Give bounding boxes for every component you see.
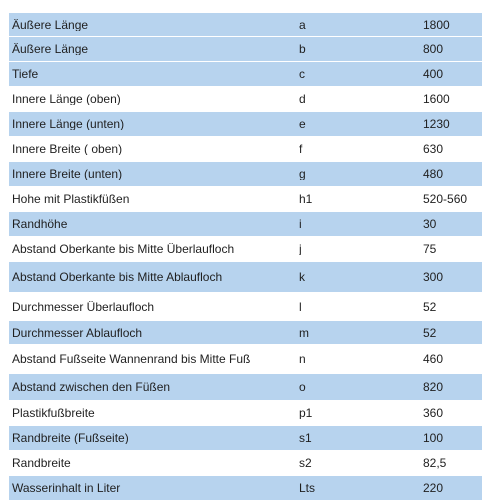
table-row [9,262,482,293]
row-name: Tiefe [12,68,39,80]
row-value: 800 [423,43,444,55]
row-value: 460 [423,353,444,365]
row-name: Hohe mit Plastikfüßen [12,193,130,205]
row-name: Abstand Fußseite Wannenrand bis Mitte Fuß [12,353,251,365]
row-value: 1800 [423,18,450,31]
row-symbol: a [299,18,306,31]
row-symbol: b [299,43,306,55]
row-name: Durchmesser Ablaufloch [12,326,143,339]
table-row [9,374,482,401]
table-row [9,345,482,374]
row-value: 82,5 [423,457,447,469]
row-symbol: i [299,218,302,230]
row-name: Randhöhe [12,218,68,230]
table-row [9,476,482,501]
row-symbol: g [299,168,306,180]
row-symbol: m [299,326,309,339]
row-symbol: p1 [299,407,313,419]
row-symbol: s1 [299,432,312,444]
table-row [9,62,482,87]
table-row [9,426,482,451]
row-symbol: k [299,271,305,283]
row-name: Durchmesser Überlaufloch [12,300,155,313]
table-row [9,87,482,112]
row-value: 520-560 [423,193,468,205]
row-symbol: Lts [299,482,316,494]
row-value: 480 [423,168,444,180]
row-name: Innere Breite ( oben) [12,143,123,155]
row-name: Innere Länge (oben) [12,93,121,105]
table-row [9,37,482,62]
row-name: Innere Breite (unten) [12,168,123,180]
row-symbol: n [299,353,306,365]
row-name: Randbreite [12,457,71,469]
row-name: Wasserinhalt in Liter [12,482,121,494]
row-name: Abstand Oberkante bis Mitte Überlaufloch [12,243,235,255]
row-symbol: l [299,300,302,313]
dimensions-table [9,13,482,501]
row-value: 220 [423,482,444,494]
table-row [9,451,482,476]
row-value: 100 [423,432,444,444]
row-name: Innere Länge (unten) [12,118,125,130]
row-value: 52 [423,300,437,313]
row-value: 300 [423,271,444,283]
table-row [9,13,482,37]
table-row [9,237,482,262]
row-value: 30 [423,218,437,230]
row-name: Plastikfußbreite [12,407,95,419]
row-name: Abstand zwischen den Füßen [12,381,171,393]
row-value: 1230 [423,118,450,130]
row-name: Abstand Oberkante bis Mitte Ablaufloch [12,271,223,283]
table-row [9,137,482,162]
row-value: 75 [423,243,437,255]
row-symbol: o [299,381,306,393]
row-value: 1600 [423,93,450,105]
row-symbol: d [299,93,306,105]
row-name: Äußere Länge [12,18,89,31]
row-symbol: s2 [299,457,312,469]
table-row [9,293,482,321]
row-value: 820 [423,381,444,393]
row-name: Randbreite (Fußseite) [12,432,129,444]
table-row [9,162,482,187]
row-symbol: f [299,143,303,155]
row-value: 630 [423,143,444,155]
table-row [9,321,482,345]
table-row [9,212,482,237]
row-symbol: e [299,118,306,130]
table-row [9,112,482,137]
row-symbol: j [299,243,302,255]
table-row [9,187,482,212]
table-row [9,401,482,426]
row-value: 360 [423,407,444,419]
row-name: Äußere Länge [12,43,89,55]
row-symbol: h1 [299,193,313,205]
row-value: 52 [423,326,437,339]
row-value: 400 [423,68,444,80]
row-symbol: c [299,68,305,80]
